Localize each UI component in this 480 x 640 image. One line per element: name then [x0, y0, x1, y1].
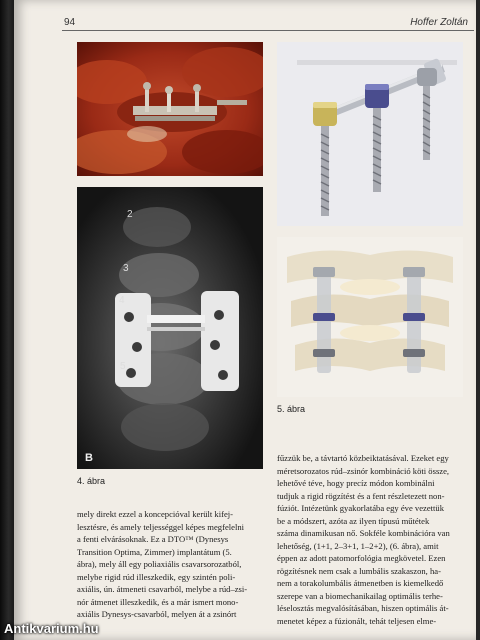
text-line: fűzzük be, a távtartó közbeiktatásával. Ezeket egy — [277, 453, 449, 463]
spine-illustration — [277, 237, 463, 397]
text-line: éppen az adott patomorfológia megkövetel. Ezen — [277, 553, 446, 563]
book-spine — [0, 0, 14, 640]
text-line: Transition Optima, Zimmer) implantátum (5. — [77, 546, 232, 557]
text-line: nór átmenet illeszkedik, és a már ismert mono- — [77, 596, 239, 607]
running-header-author: Hoffer Zoltán — [410, 17, 468, 28]
text-line: száma dinamikusan nő. Sokféle kombinációra van — [277, 528, 450, 538]
text-line: méretsorozatos rúd–zsinór kombináció köti össze, — [277, 465, 450, 476]
text-line: mely direkt ezzel a koncepcióval került kifej- — [77, 509, 234, 519]
xray-marker-4: 4 — [119, 295, 125, 306]
text-line: lehetőség, (1+1, 2–3+1, 1–2+2), (6. ábra), amit — [277, 540, 439, 551]
surgical-photo — [77, 42, 263, 176]
text-line: menetet képez a fúzionált, tehát teljesen elme- — [277, 615, 437, 626]
xray-marker-3: 3 — [123, 263, 129, 274]
text-line: rögzítésnek nem csak a lumbális szakaszon, ha- — [277, 565, 441, 576]
figure-5-caption: 5. ábra — [277, 404, 306, 414]
xray-marker-5: 5 — [120, 361, 126, 372]
page-number: 94 — [64, 17, 76, 28]
implant-render — [277, 42, 463, 226]
figure-4-caption: 4. ábra — [77, 476, 106, 486]
body-text-left-column — [77, 508, 265, 621]
text-line: szerepe van a biomechanikailag optimális terhe- — [277, 590, 443, 601]
xray-image — [77, 187, 263, 469]
text-line: be a módszert, azóta az ilyen típusú műtétek — [277, 515, 430, 526]
text-line: tudjuk a rigid rögzítést és a fent részletezett non- — [277, 490, 445, 501]
text-line: fúziót. Intézetünk gyakorlatába egy éve vezettük — [277, 503, 445, 513]
text-line: léselosztás megvalósításában, hiszen optimális át- — [277, 603, 449, 613]
watermark: Antikvarium.hu — [4, 621, 99, 636]
text-line: nem a torakolumbális átmenetben is kiemelkedő — [277, 578, 444, 588]
text-line: lehetővé téve, hogy precíz módon kombinálni — [277, 478, 435, 488]
text-line: a fenti elvárásoknak. Ez a DTO™ (Dynesys — [77, 534, 229, 544]
xray-label-b: B — [85, 452, 93, 464]
header-rule — [62, 30, 474, 31]
body-text-right-column — [277, 452, 465, 627]
text-line: melybe rigid rúd illeszkedik, egy szintén poli- — [77, 571, 236, 582]
xray-marker-2: 2 — [127, 209, 133, 220]
text-line: lesztésre, és amely teljességgel képes megfelelni — [77, 521, 245, 532]
text-line: axiális, ún. átmeneti csavarból, melybe a rúd–zsi- — [77, 584, 248, 594]
text-line: axiális Dynesys-csavarból, melyen át a zsinórt — [77, 609, 237, 619]
text-line: ábra), mely áll egy poliaxiális csavarsorozatból, — [77, 559, 242, 569]
